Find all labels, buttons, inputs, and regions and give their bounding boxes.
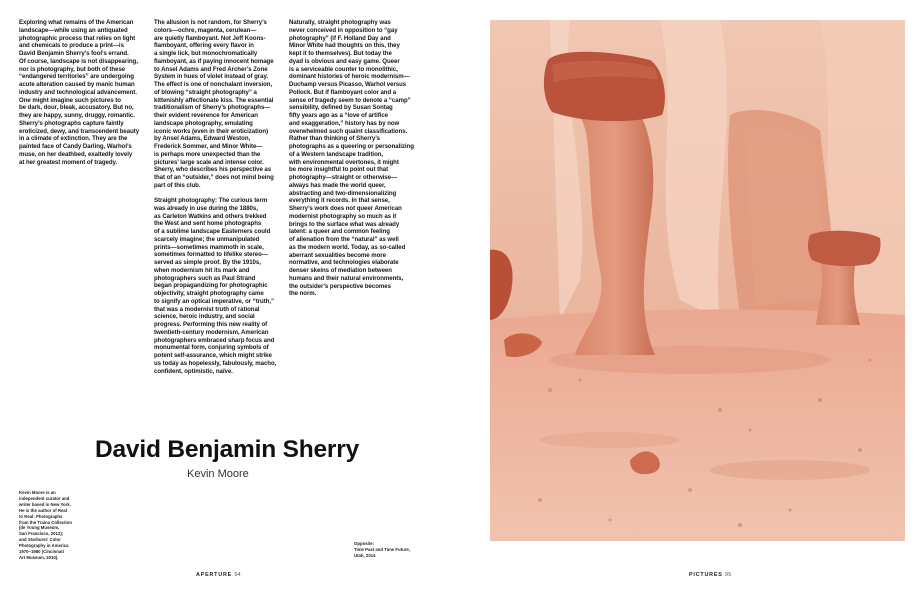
text-line: painted face of Candy Darling, Warhol’s bbox=[19, 143, 132, 150]
folio-left bbox=[196, 572, 241, 578]
text-line: and chemicals to produce a print—is bbox=[19, 42, 124, 50]
text-line: and exaggeration,” history has by now bbox=[289, 119, 400, 127]
text-line: always has made the world queer, bbox=[289, 181, 386, 189]
text-line: the West and sent home photographs bbox=[154, 220, 262, 228]
text-line: confident, optimistic, naïve. bbox=[154, 367, 233, 375]
text-line: potent self-assurance, which might strike bbox=[154, 352, 272, 359]
text-line: brings to the surface what was already bbox=[289, 220, 400, 228]
text-line: denser skeins of mediation between bbox=[289, 267, 392, 274]
text-line: photographs as a queering or personalizing bbox=[289, 143, 414, 150]
page-number: 95 bbox=[724, 572, 732, 578]
text-line: with environmental overtones, it might bbox=[289, 158, 399, 166]
text-line: by Ansel Adams, Edward Weston, bbox=[154, 135, 251, 143]
text-line: monumental form, conjuring symbols of bbox=[154, 344, 269, 352]
text-line: Kevin Moore is an bbox=[19, 490, 56, 495]
text-line: photographers such as Paul Strand bbox=[154, 274, 256, 282]
text-line: from the Traina Collection bbox=[19, 519, 73, 525]
folio-right bbox=[689, 572, 732, 578]
text-line: Of course, landscape is not disappearing, bbox=[19, 57, 138, 65]
text-line: dominant histories of heroic modernism— bbox=[289, 73, 410, 81]
text-line: kept it to themselves). But today the bbox=[289, 50, 392, 57]
text-line: aberrant sexualities become more bbox=[289, 251, 386, 259]
text-line: writer based in New York. bbox=[19, 501, 71, 507]
text-line: Opposite: bbox=[354, 541, 375, 546]
text-line: nor is photography, but both of these bbox=[19, 65, 126, 73]
text-line: of a Western landscape tradition, bbox=[289, 150, 384, 158]
text-line: Minor White had thoughts on this, they bbox=[289, 42, 400, 50]
text-line: flamboyant, offering every flavor in bbox=[154, 42, 254, 50]
text-line: objectivity, straight photography came bbox=[154, 290, 264, 297]
text-line: Frederick Sommer, and Minor White— bbox=[154, 143, 263, 150]
text-line: kittenishly affectionate kiss. The essential bbox=[154, 96, 274, 104]
text-line: Exploring what remains of the American bbox=[19, 19, 134, 26]
text-line: of blowing “straight photography” a bbox=[154, 88, 257, 96]
text-line: photography—straight or otherwise— bbox=[289, 174, 397, 181]
text-line: is a serviceable counter to monolithic, bbox=[289, 65, 398, 73]
text-line: Sherry, who describes his perspective as bbox=[154, 166, 272, 174]
text-line: photographers embraced sharp focus and bbox=[154, 336, 275, 344]
text-line: modernist photography so much as it bbox=[289, 212, 397, 220]
text-line: One might imagine such pictures to bbox=[19, 96, 121, 104]
text-line: are quietly flamboyant. Not Jeff Koons- bbox=[154, 34, 266, 42]
article-column-3 bbox=[289, 19, 421, 298]
text-line: David Benjamin Sherry’s fool’s errand. bbox=[19, 50, 129, 57]
text-line: is perhaps more unexpected than the bbox=[154, 150, 261, 158]
article-author: Kevin Moore bbox=[187, 468, 249, 480]
text-line: when modernism hit its mark and bbox=[154, 266, 250, 274]
text-line: a single lick, but monochromatically bbox=[154, 50, 258, 57]
text-line: traditionalism of Sherry’s photographs— bbox=[154, 104, 271, 112]
text-line: prints—sometimes mammoth in scale, bbox=[154, 243, 264, 251]
text-line: 1970–1980 (Cincinnati bbox=[19, 549, 64, 555]
text-line: sometimes formatted to lifelike stereo— bbox=[154, 251, 268, 259]
text-line: landscape photography, emulating bbox=[154, 119, 253, 127]
text-line: that was a modernist truth of rational bbox=[154, 305, 260, 313]
text-line: everything it records. In that sense, bbox=[289, 197, 390, 205]
text-line: landscape—while using an antiquated bbox=[19, 26, 128, 34]
text-line: The effect is one of nonchalant inversion, bbox=[154, 81, 273, 88]
text-line: iconic works (even in their eroticization) bbox=[154, 127, 269, 135]
page-number: 94 bbox=[234, 572, 241, 578]
text-line: they are happy, sunny, druggy, romantic. bbox=[19, 112, 135, 119]
text-line: muse, on her deathbed, exaltedly lovely bbox=[19, 150, 133, 158]
text-line: never conceived in opposition to “gay bbox=[289, 26, 398, 34]
text-line: of a sublime landscape Easterners could bbox=[154, 228, 271, 235]
text-line: flamboyant, as if paying innocent homage bbox=[154, 57, 274, 65]
folio-label: PICTURES bbox=[689, 572, 723, 578]
author-bio bbox=[19, 490, 99, 561]
landscape-photograph bbox=[490, 20, 905, 541]
text-line: latent: a queer and common feeling bbox=[289, 228, 390, 236]
text-line: served as simple proof. By the 1910s, bbox=[154, 259, 261, 266]
text-line: overwhelmed such quaint classifications. bbox=[289, 127, 408, 135]
folio-label: APERTURE bbox=[196, 572, 233, 578]
text-line: abstracting and two-dimensionalizing bbox=[289, 189, 397, 197]
text-line: their evident reverence for American bbox=[154, 112, 258, 119]
text-line: part of this club. bbox=[154, 181, 201, 189]
text-line: (de Young Museum, bbox=[19, 525, 60, 531]
text-line: to Real: Photographs bbox=[19, 513, 63, 519]
text-line: “endangered territories” are undergoing bbox=[19, 73, 134, 81]
text-line: Sherry’s work does not queer American bbox=[289, 205, 402, 212]
text-line: sense of tragedy seem to denote a “camp” bbox=[289, 96, 411, 104]
text-line: be dark, dour, bleak, accusatory. But no, bbox=[19, 104, 134, 112]
text-line: as Carleton Watkins and others trekked bbox=[154, 212, 267, 220]
text-line: Duchamp versus Picasso, Warhol versus bbox=[289, 81, 407, 88]
text-line: industry and technological advancement. bbox=[19, 88, 137, 96]
text-line: and Starburst: Color bbox=[19, 537, 61, 543]
text-line: twentieth-century modernism, American bbox=[154, 328, 269, 336]
text-line: normative, and technologies elaborate bbox=[289, 259, 399, 267]
text-line: in a climate of extinction. They are the bbox=[19, 135, 128, 143]
text-line: Time Past and Time Future, bbox=[354, 546, 410, 552]
text-line: Naturally, straight photography was bbox=[289, 19, 391, 26]
text-line: sensibility, defined by Susan Sontag bbox=[289, 104, 393, 112]
text-line: independent curator and bbox=[19, 495, 70, 501]
text-line: of alienation from the “natural” as well bbox=[289, 236, 399, 243]
text-line: the norm. bbox=[289, 290, 317, 298]
text-line: to Ansel Adams and Fred Archer’s Zone bbox=[154, 65, 268, 73]
text-line: eroticized, dewy, and transcendent beauty bbox=[19, 127, 140, 135]
text-line: science, heroic industry, and social bbox=[154, 313, 255, 321]
text-line: began propagandizing for photographic bbox=[154, 282, 268, 290]
article-column-1 bbox=[19, 19, 147, 166]
photo-caption bbox=[354, 541, 410, 559]
text-line: to signify an optical imperative, or “truth,” bbox=[154, 297, 274, 305]
text-line: Straight photography: The curious term bbox=[154, 197, 268, 204]
text-line: be more insightful to point out that bbox=[289, 166, 389, 174]
text-line: the outsider’s perspective becomes bbox=[289, 282, 391, 290]
text-line: The allusion is not random, for Sherry’s bbox=[154, 19, 267, 26]
text-line: photographic process that relies on light bbox=[19, 34, 136, 42]
text-line: progress. Performing this new reality of bbox=[154, 321, 268, 328]
text-line: acute alteration caused by manic human bbox=[19, 81, 135, 88]
text-line: System in hues of violet instead of gray. bbox=[154, 73, 268, 81]
text-line: pictures’ large scale and intense color. bbox=[154, 158, 264, 166]
text-line: as the modern world. Today, as so-called bbox=[289, 243, 406, 251]
text-line: He is the author of Real bbox=[19, 507, 67, 513]
text-line: colors—ochre, magenta, cerulean— bbox=[154, 26, 257, 34]
text-line: dyad is obvious and easy game. Queer bbox=[289, 57, 400, 65]
text-line: Photography in America bbox=[19, 543, 69, 549]
text-line: Rather than thinking of Sherry’s bbox=[289, 135, 380, 143]
text-line: that of an “outsider,” does not mind being bbox=[154, 174, 274, 181]
text-line: San Francisco, 2012); bbox=[19, 531, 64, 537]
text-line: Sherry’s photographs capture faintly bbox=[19, 119, 124, 127]
text-line: photography” (if F. Holland Day and bbox=[289, 34, 391, 42]
text-line: scarcely imagine; the unmanipulated bbox=[154, 235, 260, 243]
text-line: us today as hopelessly, fabulously, macho, bbox=[154, 359, 277, 367]
text-line: at her greatest moment of tragedy. bbox=[19, 158, 118, 166]
article-column-2 bbox=[154, 19, 284, 375]
text-line: Art Museum, 2010). bbox=[19, 554, 59, 560]
text-line: Pollock. But if flamboyant color and a bbox=[289, 88, 397, 96]
text-line: was already in use during the 1880s, bbox=[154, 204, 258, 212]
text-line: Utah, 2014 bbox=[354, 552, 376, 558]
text-line: fifty years ago as a “love of artifice bbox=[289, 112, 389, 119]
hoodoo-photo-illustration bbox=[490, 20, 905, 541]
text-line: humans and their natural environments, bbox=[289, 274, 404, 282]
article-title: David Benjamin Sherry bbox=[95, 436, 360, 463]
